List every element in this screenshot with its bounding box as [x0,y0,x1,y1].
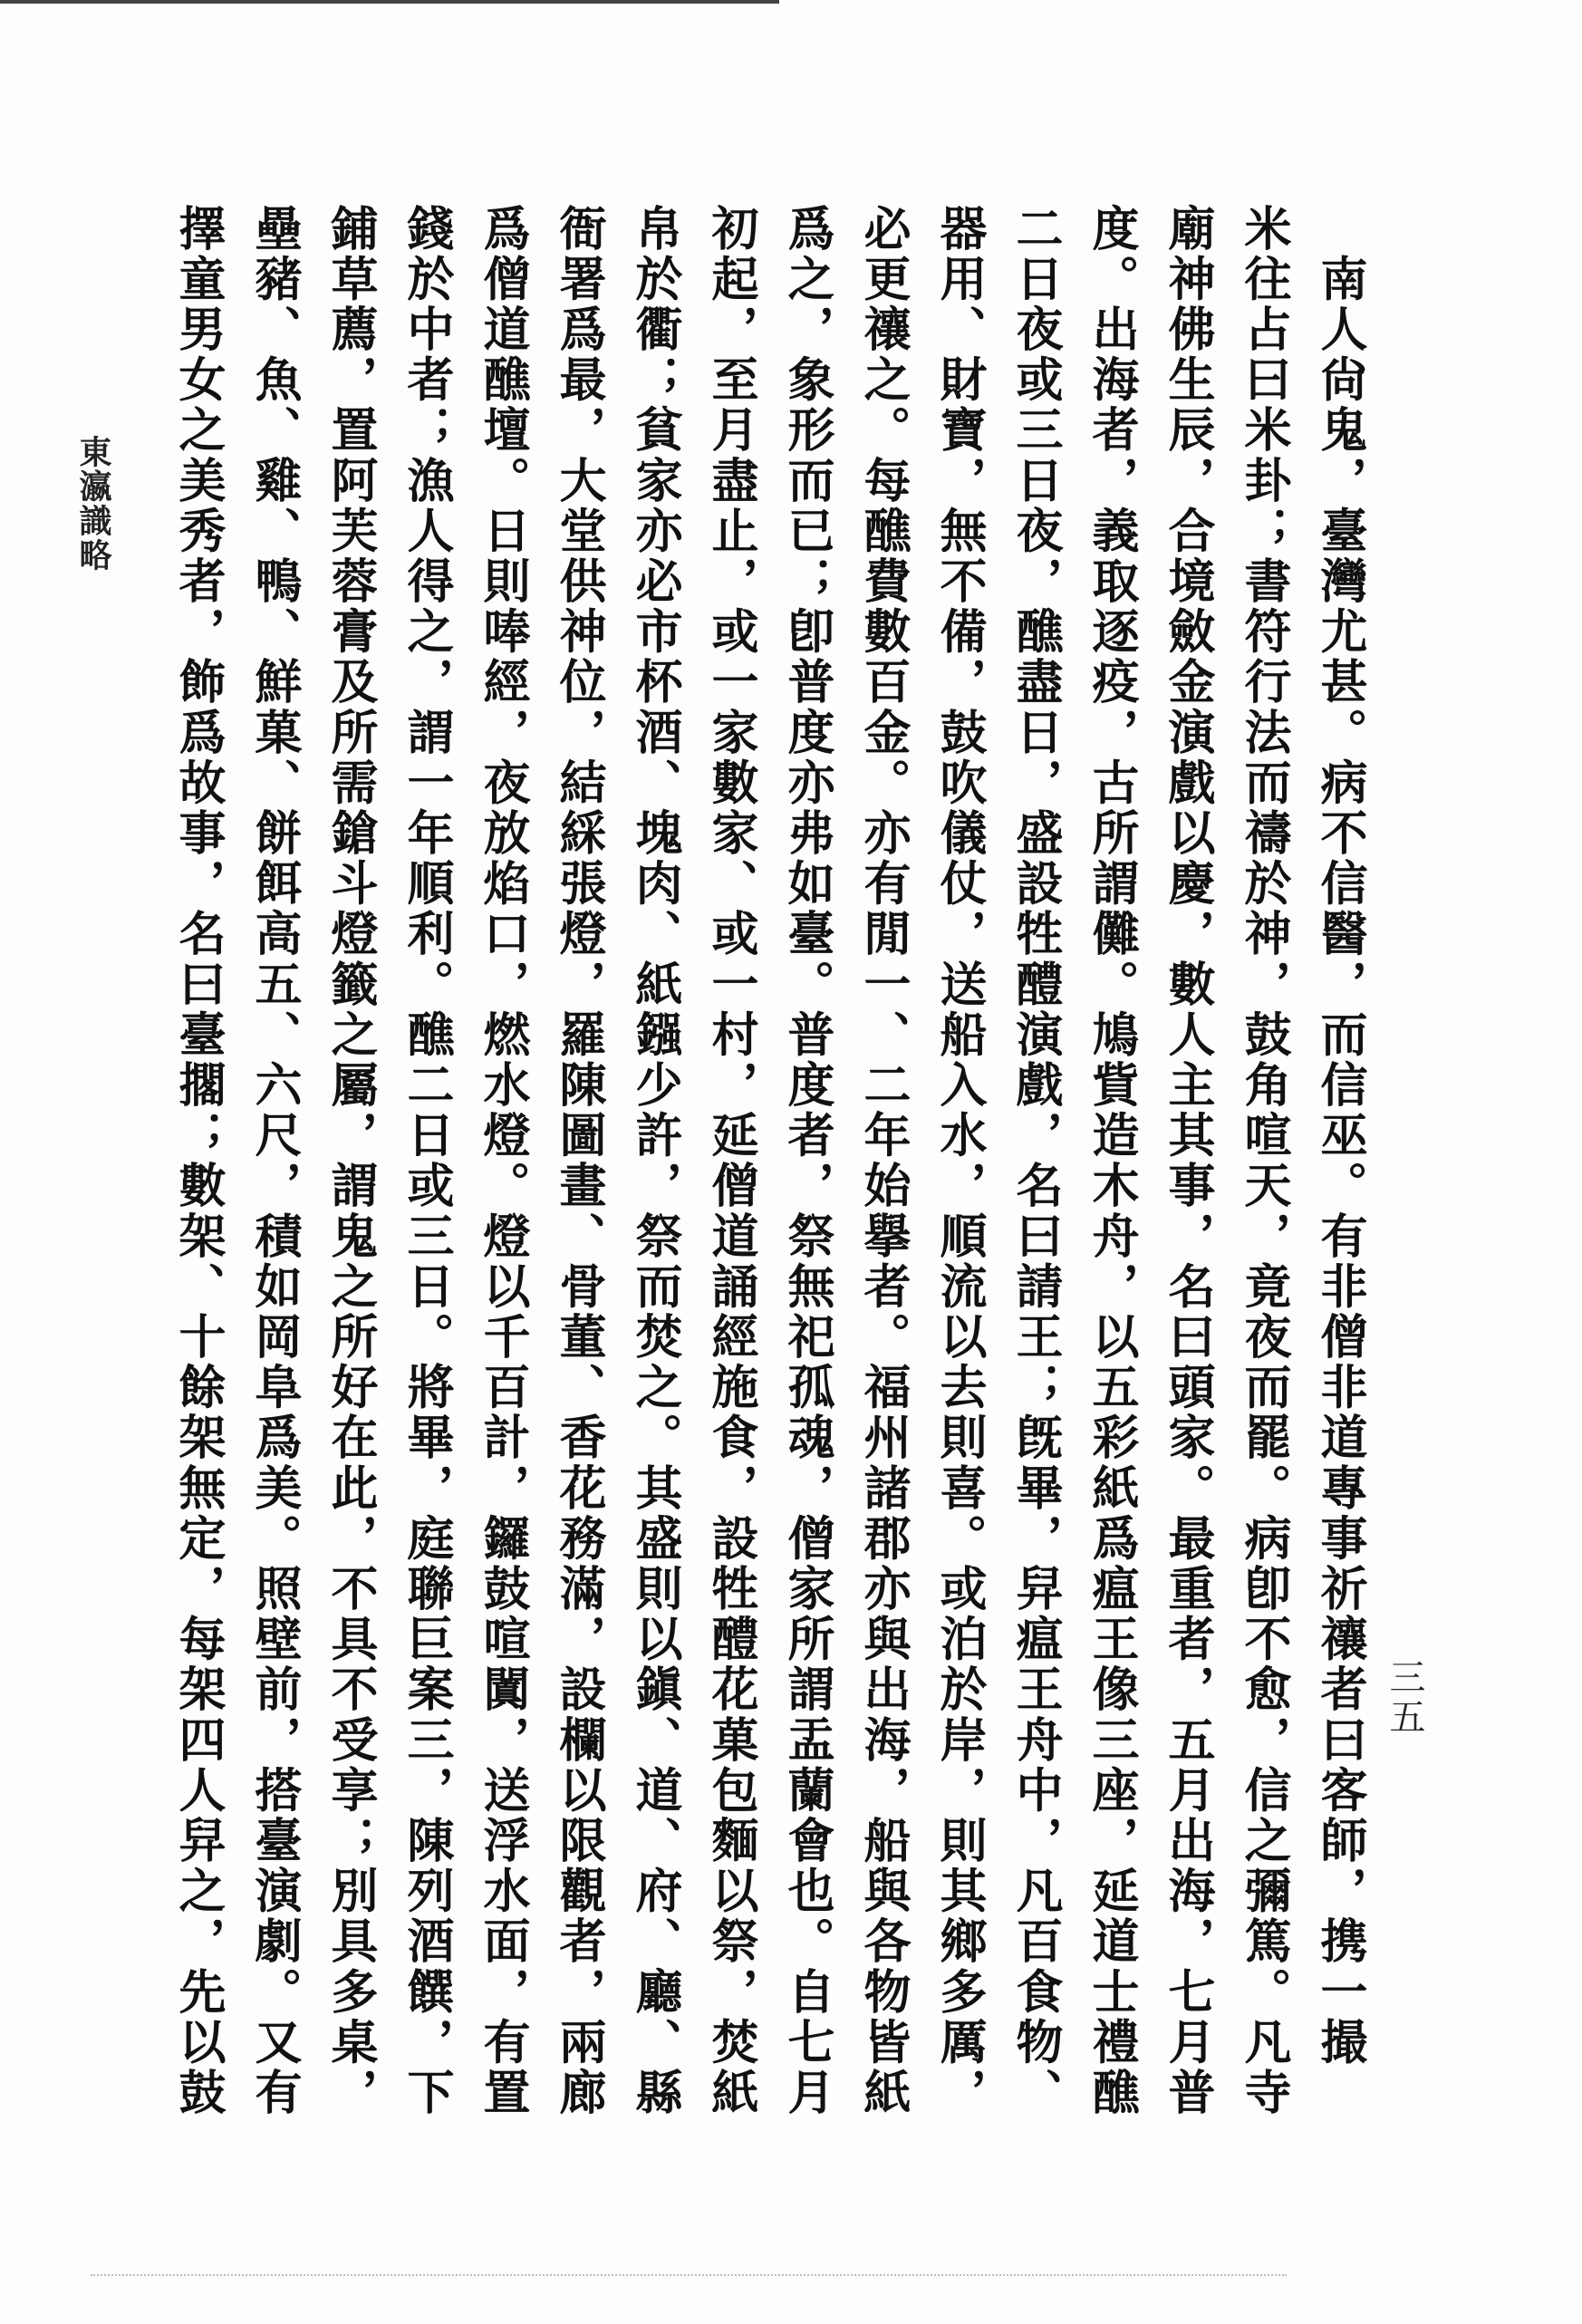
running-title: 東瀛識略 [74,435,112,573]
bottom-edge-speckle [91,2274,1287,2278]
top-edge-rule [0,0,779,4]
text-column: 二日夜或三日夜，醮盡日，盛設牲醴演戲，名曰請王；旣畢，舁瘟王舟中，凡百食物、 [1008,204,1063,2118]
text-column: 壘豬、魚、雞、鴨、鮮菓、餅餌高五、六尺，積如岡阜爲美。照壁前，搭臺演劇。又有 [246,204,302,2118]
text-column: 錢於中者；漁人得之，謂一年順利。醮二日或三日。將畢，庭聯巨案三，陳列酒饌，下 [399,204,454,2118]
text-column: 度。出海者，義取逐疫，古所謂儺。鳩貲造木舟，以五彩紙爲瘟王像三座，延道士禮醮 [1084,204,1139,2118]
text-column: 帛於衢；貧家亦必市杯酒、塊肉、紙鏹少許，祭而焚之。其盛則以鎭、道、府、廳、縣 [627,204,682,2118]
text-column: 器用、財寶，無不備，鼓吹儀仗，送船入水，順流以去則喜。或泊於岸，則其鄉多厲， [931,204,987,2118]
text-column: 擇童男女之美秀者，飾爲故事，名曰臺擱；數架、十餘架無定，每架四人舁之，先以鼓 [170,204,226,2118]
text-column: 爲僧道醮壇。日則唪經，夜放焰口，燃水燈。燈以千百計，鑼鼓喧闐，送浮水面，有置 [475,204,530,2118]
text-column: 廟神佛生辰，合境斂金演戲以慶，數人主其事，名曰頭家。最重者，五月出海，七月普 [1160,204,1215,2118]
text-column: 衙署爲最，大堂供神位，結綵張燈，羅陳圖畫、骨董、香花務滿，設欄以限觀者，兩廊 [551,204,606,2118]
text-column: 南人尙鬼，臺灣尤甚。病不信醫，而信巫。有非僧非道專事祈禳者曰客師，携一撮 [1312,204,1367,2068]
vertical-text-block [154,204,1377,2161]
text-column: 初起，至月盡止，或一家數家、或一村，延僧道誦經施食，設牲醴花菓包麵以祭，焚紙 [703,204,758,2118]
text-column: 必更禳之。每醮費數百金。亦有閒一、二年始擧者。福州諸郡亦與出海，船與各物皆紙 [855,204,911,2118]
text-column: 米往占曰米卦；書符行法而禱於神，鼓角喧天，竟夜而罷。病卽不愈，信之彌篤。凡寺 [1236,204,1291,2118]
text-column: 鋪草薦，置阿芙蓉膏及所需鎗斗燈籤之屬，謂鬼之所好在此，不具不受享；別具多桌， [323,204,378,2118]
text-column: 爲之，象形而已；卽普度亦弗如臺。普度者，祭無祀孤魂，僧家所謂盂蘭會也。自七月 [779,204,834,2118]
page-number: 三五 [1384,1658,1425,1738]
